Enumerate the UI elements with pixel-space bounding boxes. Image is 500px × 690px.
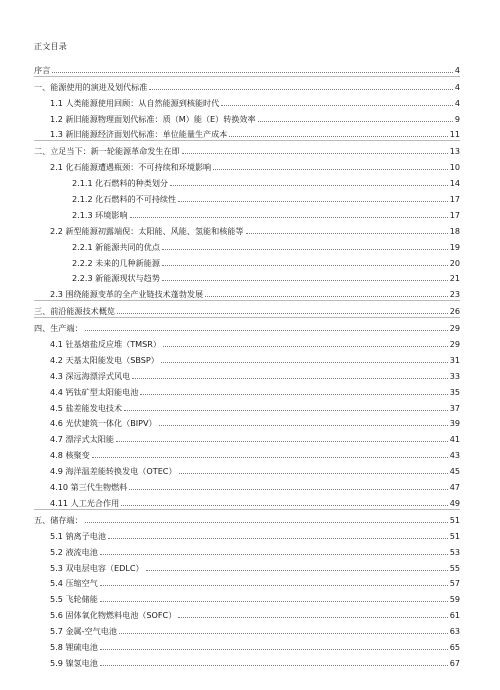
toc-entry-page-number: 39 [449, 418, 460, 429]
toc-entry-label: 2.2.1 新能源共同的优点 [72, 241, 160, 252]
toc-entry[interactable] [34, 526, 460, 542]
dot-leader [85, 522, 448, 523]
toc-entry-page-number: 41 [449, 434, 460, 445]
toc-entry[interactable] [34, 93, 460, 109]
dot-leader [132, 378, 447, 379]
toc-entry[interactable] [34, 605, 460, 621]
toc-entry-label: 2.1.3 环境影响 [72, 209, 128, 220]
toc-entry-page-number: 4 [454, 81, 460, 92]
toc-entry-page-number: 14 [449, 178, 460, 189]
toc-entry[interactable] [34, 558, 460, 574]
dot-leader [100, 554, 448, 555]
toc-entry-label: 五、储存端： [34, 514, 83, 525]
toc-entry[interactable] [34, 637, 460, 653]
dot-leader [52, 72, 453, 73]
toc-entry-page-number: 57 [449, 578, 460, 589]
toc-entry-page-number: 51 [449, 514, 460, 525]
toc-entry-label: 1.3 新旧能源经济面划代标准：单位能量生产成本 [50, 129, 228, 140]
toc-entry-page-number: 23 [449, 289, 460, 300]
toc-entry[interactable] [34, 445, 460, 461]
toc-entry-label: 4.10 第三代生物燃料 [50, 482, 128, 493]
toc-entry-page-number: 49 [449, 497, 460, 508]
toc-entry[interactable] [34, 510, 460, 526]
dot-leader [162, 265, 448, 266]
toc-entry-page-number: 45 [449, 466, 460, 477]
toc-entry-page-number: 61 [449, 610, 460, 621]
toc-entry-page-number: 17 [449, 194, 460, 205]
dot-leader [161, 362, 448, 363]
dot-leader [116, 441, 448, 442]
toc-entry-label: 4.11 人工光合作用 [50, 497, 120, 508]
toc-entry[interactable] [34, 301, 460, 317]
toc-entry-label: 4.1 钍基熔盐反应堆（TMSR） [50, 339, 161, 350]
toc-entry-page-number: 35 [449, 386, 460, 397]
toc-entry[interactable] [34, 477, 460, 493]
toc-entry-label: 2.2.3 新能源现状与趋势 [72, 273, 160, 284]
dot-leader [121, 505, 448, 506]
toc-entry[interactable] [34, 221, 460, 237]
toc-entry[interactable] [34, 542, 460, 558]
toc-entry-label: 5.7 金属-空气电池 [50, 626, 117, 637]
toc-entry-page-number: 13 [449, 146, 460, 157]
dot-leader [100, 585, 448, 586]
toc-entry-page-number: 67 [449, 657, 460, 668]
toc-entry[interactable] [34, 284, 460, 300]
toc-entry[interactable] [34, 493, 460, 509]
toc-entry-label: 5.3 双电层电容（EDLC） [50, 562, 144, 573]
dot-leader [159, 425, 448, 426]
dot-leader [178, 617, 447, 618]
toc-entry-label: 5.9 镍氢电池 [50, 657, 98, 668]
toc-entry-label: 序言 [34, 64, 51, 75]
dot-leader [100, 649, 448, 650]
dot-leader [170, 185, 448, 186]
dot-leader [146, 570, 448, 571]
toc-entry[interactable] [34, 653, 460, 669]
toc-entry-label: 5.1 钠离子电池 [50, 530, 106, 541]
toc-entry-page-number: 29 [449, 323, 460, 334]
dot-leader [85, 330, 448, 331]
toc-entry-label: 5.4 压缩空气 [50, 578, 98, 589]
dot-leader [92, 457, 448, 458]
toc-entry-page-number: 33 [449, 370, 460, 381]
dot-leader [130, 217, 448, 218]
toc-entry-page-number: 31 [449, 354, 460, 365]
dot-leader [246, 233, 448, 234]
toc-entry[interactable] [34, 173, 460, 189]
toc-entry[interactable] [34, 382, 460, 398]
toc-entry-page-number: 26 [449, 306, 460, 317]
toc-entry[interactable] [34, 253, 460, 269]
dot-leader [119, 633, 448, 634]
toc-entry-label: 4.4 钙钛矿型太阳能电池 [50, 386, 139, 397]
toc-entry-page-number: 18 [449, 225, 460, 236]
toc-entry-page-number: 4 [454, 97, 460, 108]
toc-entry[interactable] [34, 318, 460, 334]
dot-leader [129, 489, 447, 490]
toc-entry-page-number: 10 [449, 162, 460, 173]
toc-entry-label: 2.1.1 化石燃料的种类划分 [72, 178, 169, 189]
toc-entry[interactable] [34, 109, 460, 125]
dot-leader [124, 410, 448, 411]
dot-leader [221, 105, 453, 106]
toc-entry-label: 4.2 天基太阳能发电（SBSP） [50, 354, 159, 365]
toc-entry-page-number: 29 [449, 339, 460, 350]
dot-leader [162, 280, 448, 281]
toc-entry-page-number: 21 [449, 273, 460, 284]
toc-entry[interactable] [34, 461, 460, 477]
dot-leader [213, 169, 448, 170]
toc-entry[interactable] [34, 414, 460, 430]
toc-entry-label: 4.7 漂浮式太阳能 [50, 434, 115, 445]
toc-entry[interactable] [34, 350, 460, 366]
toc-entry-page-number: 9 [454, 113, 460, 124]
toc-entries [34, 60, 460, 669]
toc-entry-page-number: 53 [449, 546, 460, 557]
toc-entry[interactable] [34, 77, 460, 93]
toc-entry-page-number: 43 [449, 450, 460, 461]
dot-leader [149, 89, 453, 90]
table-of-contents [34, 40, 460, 669]
toc-entry[interactable] [34, 589, 460, 605]
toc-entry-label: 4.6 光伏建筑一体化（BIPV） [50, 418, 157, 429]
toc-entry[interactable] [34, 237, 460, 253]
dot-leader [229, 136, 447, 137]
toc-entry[interactable] [34, 398, 460, 414]
toc-entry-label: 4.5 盐差能发电技术 [50, 402, 123, 413]
toc-entry[interactable] [34, 621, 460, 637]
toc-entry-label: 四、生产端： [34, 323, 83, 334]
toc-entry[interactable] [34, 141, 460, 157]
toc-entry-label: 4.3 深远海漂浮式风电 [50, 370, 131, 381]
dot-leader [178, 201, 448, 202]
toc-entry-page-number: 20 [449, 257, 460, 268]
toc-entry[interactable] [34, 60, 460, 76]
toc-entry-label: 2.2 新型能源初露端倪：太阳能、风能、氢能和核能等 [50, 225, 244, 236]
toc-entry-page-number: 17 [449, 209, 460, 220]
toc-entry-page-number: 55 [449, 562, 460, 573]
toc-entry-label: 二、立足当下：新一轮能源革命发生在即 [34, 146, 180, 157]
toc-entry-label: 2.3 围绕能源变革的全产业链技术蓬勃发展 [50, 289, 204, 300]
toc-entry[interactable] [34, 189, 460, 205]
dot-leader [140, 394, 447, 395]
toc-entry[interactable] [34, 125, 460, 141]
toc-entry-label: 5.2 液流电池 [50, 546, 98, 557]
toc-entry-label: 2.1.2 化石燃料的不可持续性 [72, 194, 177, 205]
toc-entry-page-number: 51 [449, 530, 460, 541]
toc-title: 正文目录 [34, 41, 67, 51]
toc-entry-label: 4.9 海洋温差能转换发电（OTEC） [50, 466, 177, 477]
toc-entry-label: 5.5 飞轮储能 [50, 594, 98, 605]
toc-entry-label: 1.1 人类能源使用回顾：从自然能源到核能时代 [50, 97, 220, 108]
toc-entry-page-number: 37 [449, 402, 460, 413]
toc-entry-page-number: 47 [449, 482, 460, 493]
toc-entry[interactable] [34, 334, 460, 350]
toc-entry-page-number: 11 [449, 129, 460, 140]
toc-entry-label: 三、前沿能源技术概览 [34, 306, 115, 317]
toc-entry[interactable] [34, 269, 460, 285]
toc-entry[interactable] [34, 574, 460, 590]
dot-leader [258, 121, 453, 122]
toc-entry-page-number: 59 [449, 594, 460, 605]
dot-leader [162, 249, 448, 250]
toc-entry-label: 5.6 固体氧化物燃料电池（SOFC） [50, 610, 177, 621]
toc-entry-page-number: 65 [449, 641, 460, 652]
dot-leader [100, 601, 448, 602]
toc-entry[interactable] [34, 429, 460, 445]
toc-entry[interactable] [34, 366, 460, 382]
toc-entry-label: 一、能源使用的演进及划代标准 [34, 81, 148, 92]
dot-leader [179, 473, 448, 474]
dot-leader [205, 296, 448, 297]
dot-leader [163, 346, 448, 347]
toc-entry-label: 1.2 新旧能源物理面划代标准：质（M）能（E）转换效率 [50, 113, 256, 124]
toc-entry-label: 2.1 化石能源遭遇瓶颈：不可持续和环境影响 [50, 162, 212, 173]
toc-entry-label: 4.8 核聚变 [50, 450, 90, 461]
toc-entry-page-number: 63 [449, 626, 460, 637]
dot-leader [108, 538, 448, 539]
toc-entry[interactable] [34, 157, 460, 173]
toc-entry-label: 2.2.2 未来的几种新能源 [72, 257, 160, 268]
dot-leader [100, 665, 448, 666]
toc-entry-page-number: 19 [449, 241, 460, 252]
dot-leader [117, 313, 448, 314]
toc-entry-label: 5.8 锂硫电池 [50, 641, 98, 652]
toc-entry[interactable] [34, 205, 460, 221]
toc-entry-page-number: 4 [454, 64, 460, 75]
dot-leader [182, 153, 448, 154]
